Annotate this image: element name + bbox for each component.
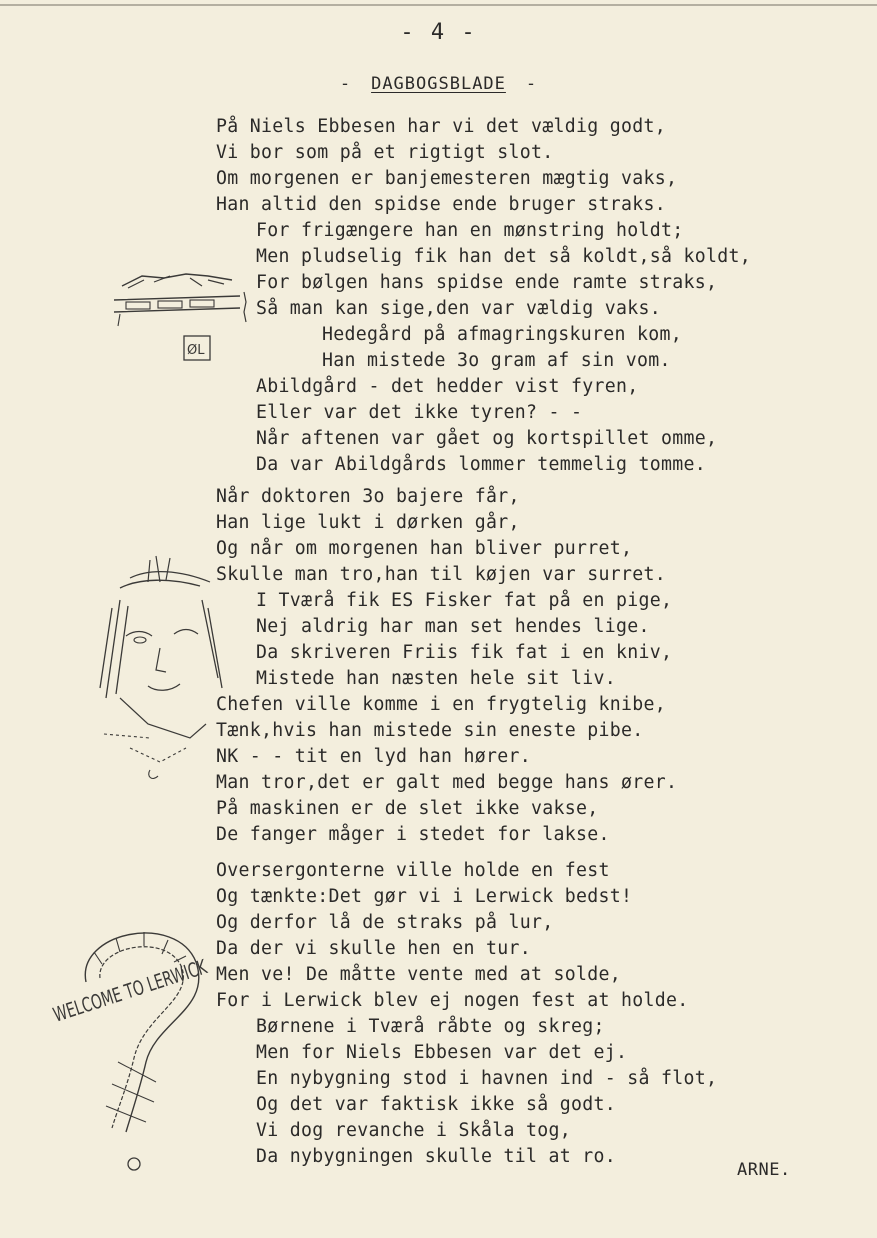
- poem-line: For frigængere han en mønstring holdt;: [256, 220, 684, 241]
- title-dash-right: -: [525, 74, 538, 94]
- title-text: DAGBOGSBLADE: [371, 74, 506, 94]
- poem-line: Skulle man tro,han til køjen var surret.: [216, 564, 666, 585]
- poem-line: En nybygning stod i havnen ind - så flot,: [256, 1068, 718, 1089]
- poem-line: De fanger måger i stedet for lakse.: [216, 824, 610, 845]
- poem-line: I Tværå fik ES Fisker fat på en pige,: [256, 590, 673, 611]
- poem-line: Når doktoren 3o bajere får,: [216, 486, 520, 507]
- poem-line: Oversergonterne ville holde en fest: [216, 860, 610, 881]
- title-dash-left: -: [339, 74, 352, 94]
- poem-line: På maskinen er de slet ikke vakse,: [216, 798, 599, 819]
- welcome-doodle: [50, 912, 280, 1182]
- poem-line: Nej aldrig har man set hendes lige.: [256, 616, 650, 637]
- page-title: [0, 74, 877, 94]
- poem-line: Og det var faktisk ikke så godt.: [256, 1094, 616, 1115]
- poem-line: Man tror,det er galt med begge hans ører.: [216, 772, 678, 793]
- welcome-doodle-text: WELCOME TO LERWICK: [50, 931, 280, 1027]
- poem-line: Og derfor lå de straks på lur,: [216, 912, 554, 933]
- poem-line: Vi dog revanche i Skåla tog,: [256, 1120, 571, 1141]
- poem-line: Så man kan sige,den var vældig vaks.: [256, 298, 661, 319]
- poem-line: Mistede han næsten hele sit liv.: [256, 668, 616, 689]
- poem-line: Da skriveren Friis fik fat i en kniv,: [256, 642, 673, 663]
- signature: ARNE.: [737, 1160, 791, 1180]
- poem-line: Og når om morgenen han bliver purret,: [216, 538, 633, 559]
- poem-line: For i Lerwick blev ej nogen fest at holde.: [216, 990, 689, 1011]
- poem-line: Børnene i Tværå råbte og skreg;: [256, 1016, 605, 1037]
- poem-line: Da nybygningen skulle til at ro.: [256, 1146, 616, 1167]
- face-doodle: [90, 548, 240, 788]
- page-number: - 4 -: [400, 20, 477, 45]
- poem-line: Han mistede 3o gram af sin vom.: [322, 350, 671, 371]
- poem-line: Han lige lukt i dørken går,: [216, 512, 520, 533]
- poem-line: Og tænkte:Det gør vi i Lerwick bedst!: [216, 886, 633, 907]
- poem-line: Om morgenen er banjemesteren mægtig vaks,: [216, 168, 678, 189]
- poem-line: For bølgen hans spidse ende ramte straks,: [256, 272, 718, 293]
- poem-line: NK - - tit en lyd han hører.: [216, 746, 531, 767]
- poem-line: På Niels Ebbesen har vi det vældig godt,: [216, 116, 666, 137]
- poem-line: Men for Niels Ebbesen var det ej.: [256, 1042, 628, 1063]
- poem-line: Men pludselig fik han det så koldt,så koldt,: [256, 246, 751, 267]
- poem-line: Chefen ville komme i en frygtelig knibe,: [216, 694, 666, 715]
- poem-line: Abildgård - det hedder vist fyren,: [256, 376, 639, 397]
- ship-doodle: [104, 268, 254, 372]
- poem-line: Vi bor som på et rigtigt slot.: [216, 142, 554, 163]
- top-rule: [0, 4, 877, 6]
- poem-line: Hedegård på afmagringskuren kom,: [322, 324, 682, 345]
- poem-line: Men ve! De måtte vente med at solde,: [216, 964, 621, 985]
- poem-line: Da der vi skulle hen en tur.: [216, 938, 531, 959]
- poem-line: Han altid den spidse ende bruger straks.: [216, 194, 666, 215]
- poem-line: Når aftenen var gået og kortspillet omme,: [256, 428, 718, 449]
- ship-doodle-badge: ØL: [187, 343, 205, 358]
- poem-line: Tænk,hvis han mistede sin eneste pibe.: [216, 720, 644, 741]
- poem-line: Eller var det ikke tyren? - -: [256, 402, 583, 423]
- poem-line: Da var Abildgårds lommer temmelig tomme.: [256, 454, 706, 475]
